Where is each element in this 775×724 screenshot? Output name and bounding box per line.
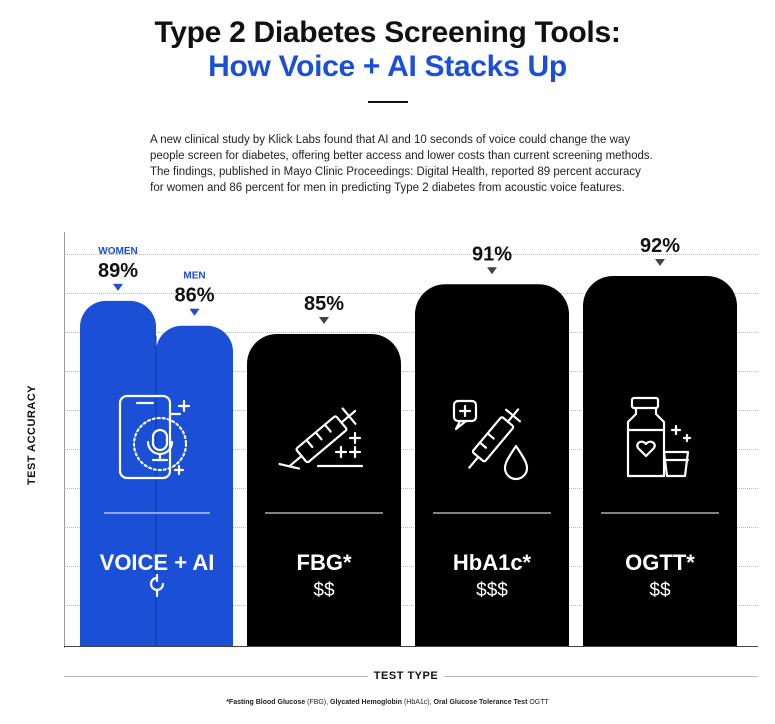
page-subtitle: How Voice + AI Stacks Up xyxy=(208,50,567,83)
data-label: 86% xyxy=(174,284,215,307)
series-label-women: WOMEN xyxy=(98,245,138,257)
footnote-hba1c-name: Glycated Hemoglobin xyxy=(330,699,402,706)
footnote-fbg-abbr: (FBG), xyxy=(305,699,331,706)
data-label: 91% xyxy=(471,243,513,266)
bar-men xyxy=(156,326,233,646)
footnote xyxy=(0,699,775,706)
value-pointer-arrow xyxy=(113,284,123,291)
y-axis-label: TEST ACCURACY xyxy=(26,384,38,486)
series-label-men: MEN xyxy=(183,270,206,282)
tick-label: VOICE + AI xyxy=(99,550,215,575)
intro-line: The findings, published in Mayo Clinic Proceedings: Digital Health, reported 89 percent accuracy xyxy=(150,165,641,178)
cost-label: $$ xyxy=(649,580,671,601)
cost-label: $$$ xyxy=(476,580,508,601)
footnote-ogtt-name: Oral Glucose Tolerance Test xyxy=(433,699,528,706)
tick-label: OGTT* xyxy=(625,550,695,575)
footnote-hba1c-abbr: (HbA1c), xyxy=(402,699,434,706)
value-pointer-arrow xyxy=(655,259,665,266)
x-axis-line xyxy=(64,646,758,647)
value-pointer-arrow xyxy=(487,267,497,274)
footnote-ogtt-abbr: OGTT xyxy=(527,699,549,706)
intro-line: A new clinical study by Klick Labs found that AI and 10 seconds of voice could change the way xyxy=(150,133,631,146)
page-title: Type 2 Diabetes Screening Tools: xyxy=(154,16,621,49)
x-axis-label: TEST TYPE xyxy=(368,666,444,686)
intro-line: for women and 86 percent for men in predicting Type 2 diabetes from acoustic voice features. xyxy=(150,181,625,194)
cost-label: $$ xyxy=(313,580,335,601)
data-label: 89% xyxy=(97,259,139,282)
bar-women xyxy=(80,301,156,646)
footnote-fbg-name: *Fasting Blood Glucose xyxy=(226,699,306,706)
value-pointer-arrow xyxy=(319,317,329,324)
data-label: 85% xyxy=(303,293,345,315)
intro-line: people screen for diabetes, offering better access and lower costs than current screening methods. xyxy=(150,149,653,162)
data-label: 92% xyxy=(639,235,681,257)
tick-label: FBG* xyxy=(296,550,352,575)
value-pointer-arrow xyxy=(190,309,200,316)
tick-label: HbA1c* xyxy=(452,550,532,575)
